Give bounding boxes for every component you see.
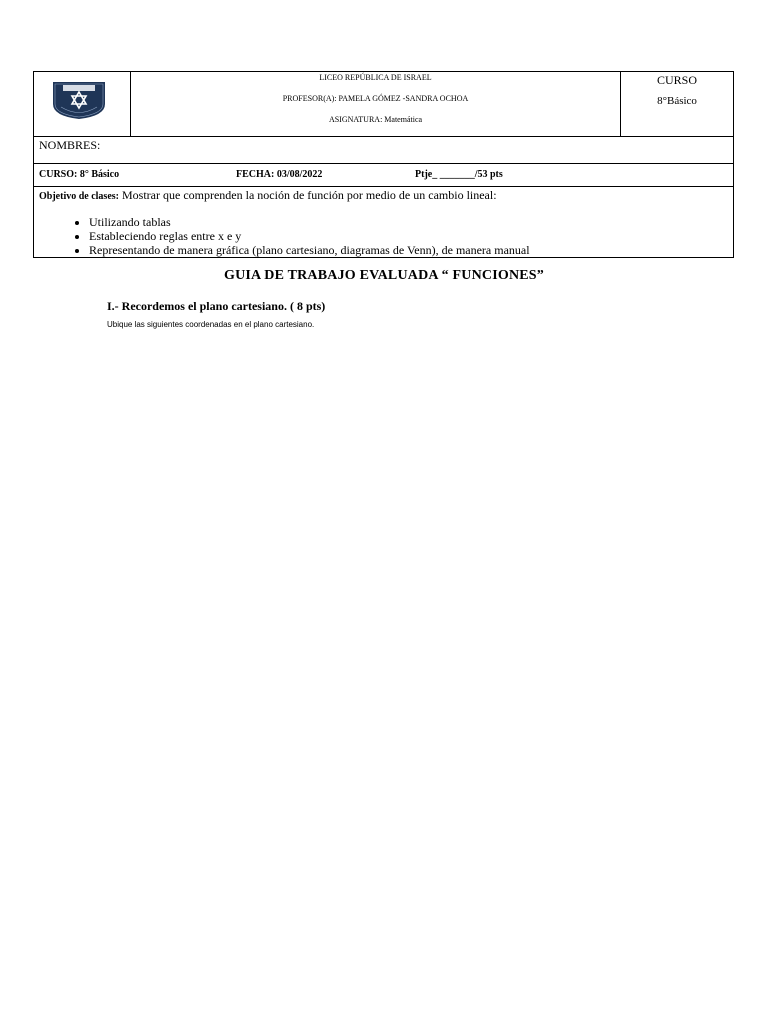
list-item: • Representando de manera gráfica (plano cartesiano, diagramas de Venn), de manera manual	[89, 243, 733, 257]
list-item: • Utilizando tablas	[89, 215, 733, 229]
section-instruction: Ubique las siguientes coordenadas en el plano cartesiano.	[107, 320, 315, 329]
header-center	[131, 72, 621, 137]
subject: ASIGNATURA: Matemática	[328, 115, 423, 124]
guide-title: GUIA DE TRABAJO EVALUADA “ FUNCIONES”	[224, 268, 544, 283]
puntaje-field[interactable]: Ptje_ _______/53 pts	[415, 169, 503, 180]
school-name: LICEO REPÚBLICA DE ISRAEL	[319, 73, 432, 82]
section-title: I.- Recordemos el plano cartesiano. ( 8 pts)	[107, 299, 326, 313]
curso-cell	[621, 72, 734, 137]
curso-info: CURSO: 8° Básico	[39, 169, 120, 180]
objective-cell	[34, 187, 734, 258]
info-row	[34, 164, 734, 187]
teachers: PROFESOR(A): PAMELA GÓMEZ -SANDRA OCHOA	[282, 94, 469, 103]
school-logo-icon	[51, 80, 107, 120]
fecha-info: FECHA: 03/08/2022	[236, 169, 323, 180]
objective-text: Mostrar que comprenden la noción de función por medio de un cambio lineal:	[122, 188, 497, 202]
objective-line	[39, 188, 733, 203]
nombres-field[interactable]	[34, 137, 734, 164]
curso-label: CURSO	[656, 73, 697, 87]
header-table	[33, 71, 734, 258]
objective-list	[39, 215, 733, 257]
list-item: • Estableciendo reglas entre x e y	[89, 229, 733, 243]
objective-label: Objetivo de clases:	[39, 191, 119, 202]
nombres-label: NOMBRES:	[39, 138, 101, 152]
logo-cell	[34, 72, 131, 137]
curso-value: 8°Básico	[657, 95, 697, 107]
